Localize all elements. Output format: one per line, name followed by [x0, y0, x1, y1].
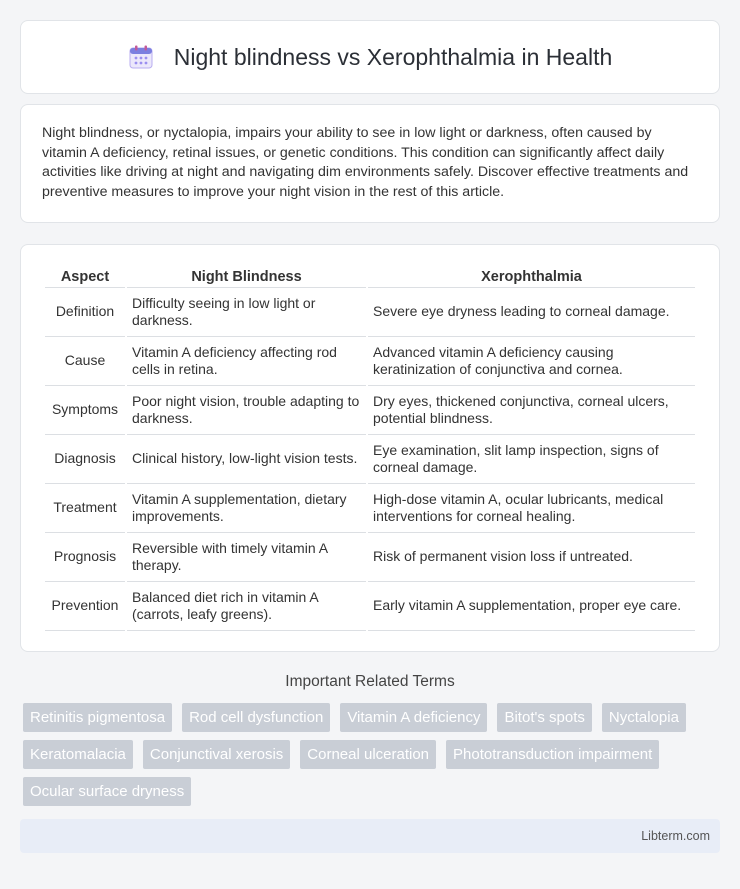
cell-night-blindness: Clinical history, low-light vision tests.	[127, 435, 366, 484]
cell-xerophthalmia: Severe eye dryness leading to corneal damage.	[368, 288, 695, 337]
page-header	[20, 20, 720, 94]
intro-paragraph: Night blindness, or nyctalopia, impairs your ability to see in low light or darkness, often caused by vitamin A deficiency, retinal issues, or genetic conditions. This condition can significantly affect daily activities like driving at night and navigating dim environments safely. Discover effective treatments and preventive measures to improve your night vision in the rest of this article.	[20, 104, 720, 223]
related-term-tag[interactable]: Retinitis pigmentosa	[23, 703, 172, 732]
cell-xerophthalmia: Early vitamin A supplementation, proper eye care.	[368, 582, 695, 631]
related-term-tag[interactable]: Bitot's spots	[497, 703, 591, 732]
cell-night-blindness: Poor night vision, trouble adapting to darkness.	[127, 386, 366, 435]
cell-aspect: Definition	[45, 288, 125, 337]
page-title: Night blindness vs Xerophthalmia in Health	[173, 43, 613, 70]
table-row	[45, 435, 695, 484]
related-term-tag[interactable]: Nyctalopia	[602, 703, 686, 732]
related-terms-list	[20, 703, 720, 814]
related-terms-title: Important Related Terms	[285, 673, 455, 690]
related-term-tag[interactable]: Phototransduction impairment	[446, 740, 659, 769]
cell-xerophthalmia: Advanced vitamin A deficiency causing keratinization of conjunctiva and cornea.	[368, 337, 695, 386]
cell-aspect: Prognosis	[45, 533, 125, 582]
cell-aspect: Symptoms	[45, 386, 125, 435]
comparison-table-card	[20, 244, 720, 652]
calendar-icon	[128, 44, 154, 70]
cell-aspect: Prevention	[45, 582, 125, 631]
table-row	[45, 337, 695, 386]
header-xerophthalmia: Xerophthalmia	[368, 264, 695, 288]
cell-night-blindness: Vitamin A supplementation, dietary improvements.	[127, 484, 366, 533]
cell-night-blindness: Reversible with timely vitamin A therapy.	[127, 533, 366, 582]
cell-night-blindness: Difficulty seeing in low light or darkness.	[127, 288, 366, 337]
cell-aspect: Treatment	[45, 484, 125, 533]
table-row	[45, 484, 695, 533]
related-term-tag[interactable]: Keratomalacia	[23, 740, 133, 769]
related-term-tag[interactable]: Corneal ulceration	[300, 740, 436, 769]
cell-xerophthalmia: Eye examination, slit lamp inspection, signs of corneal damage.	[368, 435, 695, 484]
related-term-tag[interactable]: Conjunctival xerosis	[143, 740, 290, 769]
cell-night-blindness: Vitamin A deficiency affecting rod cells in retina.	[127, 337, 366, 386]
table-row	[45, 582, 695, 631]
header-night-blindness: Night Blindness	[127, 264, 366, 288]
cell-xerophthalmia: Risk of permanent vision loss if untreated.	[368, 533, 695, 582]
related-term-tag[interactable]: Rod cell dysfunction	[182, 703, 330, 732]
table-row	[45, 288, 695, 337]
cell-aspect: Cause	[45, 337, 125, 386]
comparison-table	[43, 264, 697, 631]
table-header-row	[45, 264, 695, 288]
cell-aspect: Diagnosis	[45, 435, 125, 484]
footer	[20, 819, 720, 853]
cell-xerophthalmia: Dry eyes, thickened conjunctiva, corneal ulcers, potential blindness.	[368, 386, 695, 435]
cell-night-blindness: Balanced diet rich in vitamin A (carrots, leafy greens).	[127, 582, 366, 631]
footer-brand[interactable]: Libterm.com	[641, 829, 710, 843]
header-aspect: Aspect	[45, 264, 125, 288]
related-term-tag[interactable]: Vitamin A deficiency	[340, 703, 487, 732]
table-row	[45, 533, 695, 582]
table-row	[45, 386, 695, 435]
cell-xerophthalmia: High-dose vitamin A, ocular lubricants, medical interventions for corneal healing.	[368, 484, 695, 533]
related-term-tag[interactable]: Ocular surface dryness	[23, 777, 191, 806]
